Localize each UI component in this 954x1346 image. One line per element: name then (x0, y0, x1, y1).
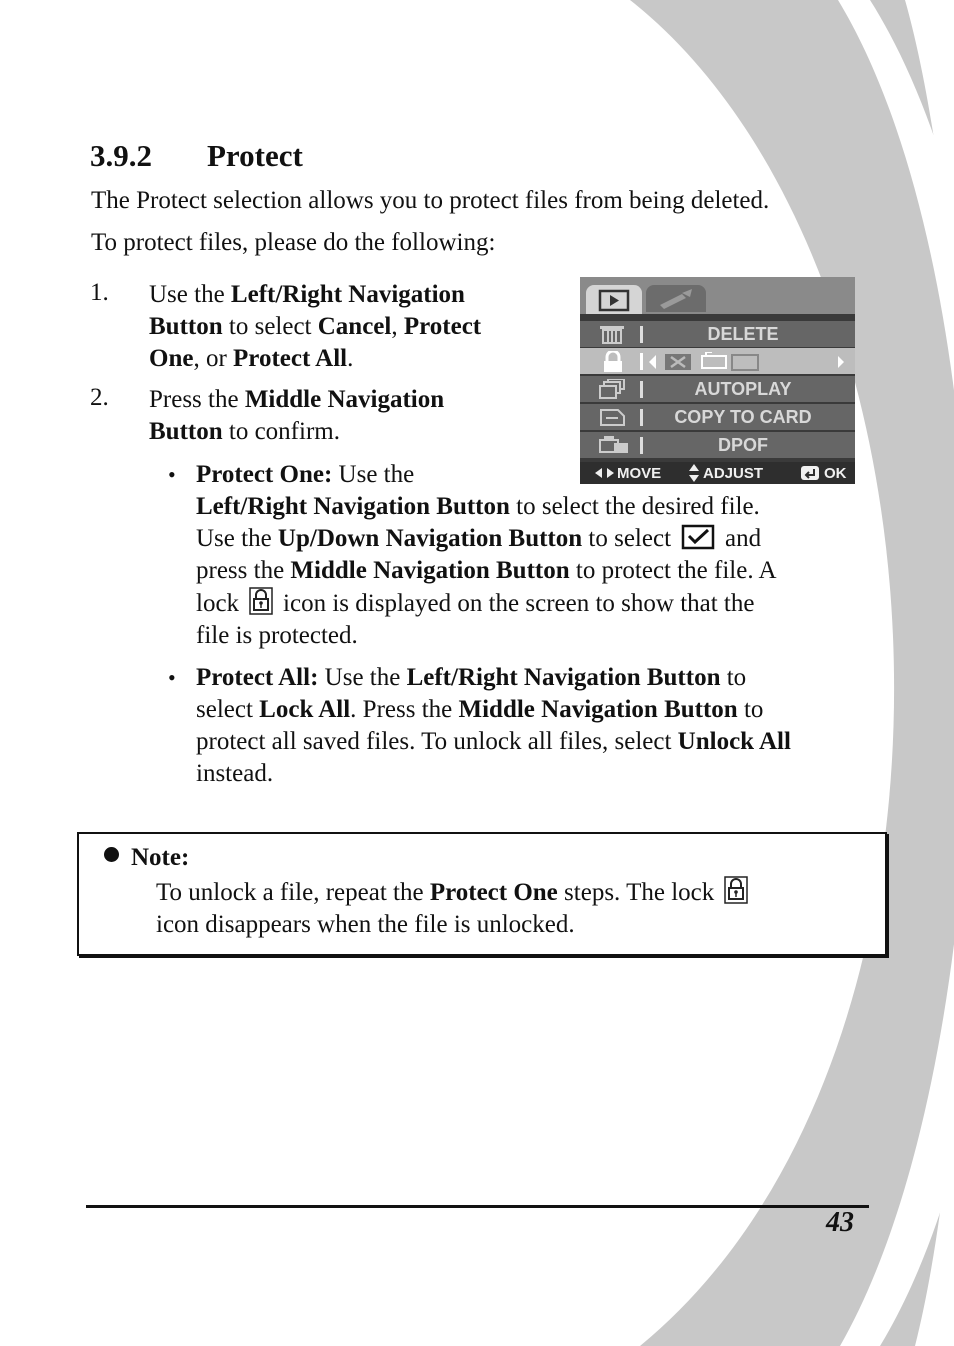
camera-menu-item-label: DELETE (707, 324, 779, 344)
camera-menu-screen (580, 277, 855, 484)
bullet-all-line-4: instead. (196, 760, 274, 787)
footer-ok-label: OK (824, 465, 847, 482)
step-1-text: Use the Left/Right Navigation Button to select Cancel, Protect One, or Protect All. (149, 281, 482, 372)
bullet-all-line-1: Protect All: Use the Left/Right Navigation Button to (196, 664, 747, 691)
footer-adjust-label: ADJUST (703, 465, 764, 482)
trash-icon (598, 324, 626, 344)
step-2-text: Press the Middle Navigation Button to confirm. (149, 386, 445, 445)
bullet-one-line-4: press the Middle Navigation Button to protect the file. A (196, 557, 777, 584)
footer-rule (86, 1205, 869, 1208)
camera-menu-row-copy (580, 404, 855, 430)
autoplay-icon (598, 379, 628, 399)
intro-line-2: To protect files, please do the following: (91, 229, 496, 256)
note-line-2: icon disappears when the file is unlocked. (156, 911, 575, 938)
note-line-1: To unlock a file, repeat the Protect One steps. The lock (156, 876, 856, 909)
camera-menu-row-protect (580, 348, 855, 374)
lock-file-icon (724, 876, 748, 904)
note-label: Note: (131, 844, 190, 871)
camera-menu-item-label: COPY TO CARD (674, 407, 812, 427)
setup-tab-icon (646, 285, 706, 312)
bullet-protect-all-marker: • (168, 665, 176, 690)
section-title: Protect (207, 138, 303, 173)
step-1-number: 1. (90, 279, 109, 306)
section-number: 3.9.2 (90, 138, 152, 173)
footer-move-label: MOVE (617, 465, 662, 482)
bullet-one-line-2: Left/Right Navigation Button to select the desired file. (196, 493, 760, 520)
camera-menu-item-label: DPOF (717, 435, 768, 455)
bullet-one-line-6: file is protected. (196, 622, 358, 649)
row-separator (640, 353, 643, 370)
bullet-one-line-1: Protect One: Use the (196, 461, 415, 488)
bullet-protect-one-marker: • (168, 462, 176, 487)
bullet-one-line-5: lock icon is displayed on the screen to show that the (196, 587, 868, 620)
note-text (156, 876, 856, 941)
copy-icon (598, 407, 626, 427)
bullet-all-line-3: protect all saved files. To unlock all files, select Unlock All (196, 728, 791, 755)
bullet-one-line-3: Use the Up/Down Navigation Button to select and (196, 525, 762, 552)
note-bullet-dot (104, 847, 119, 862)
intro-line-1: The Protect selection allows you to protect files from being deleted. (91, 187, 770, 214)
camera-tab-bar (580, 277, 855, 314)
page-number: 43 (826, 1207, 854, 1238)
camera-menu-row-dpof (580, 432, 855, 458)
setup-tab (646, 285, 706, 312)
play-tab-icon (586, 285, 642, 314)
bullet-protect-all-text (196, 662, 868, 790)
bullet-all-line-2: select Lock All. Press the Middle Navigation Button to (196, 696, 764, 723)
lock-icon (600, 351, 626, 373)
camera-menu-row-autoplay (580, 376, 855, 402)
lock-file-icon (249, 587, 273, 615)
dpof-icon (598, 435, 630, 455)
step-2-number: 2. (90, 384, 109, 411)
camera-menu-row-delete (580, 321, 855, 347)
protect-options-icons (646, 352, 846, 372)
playback-tab (586, 285, 642, 314)
camera-menu-item-label: AUTOPLAY (694, 379, 792, 399)
checkbox-icon (681, 524, 715, 550)
bullet-protect-one-text (196, 459, 868, 652)
